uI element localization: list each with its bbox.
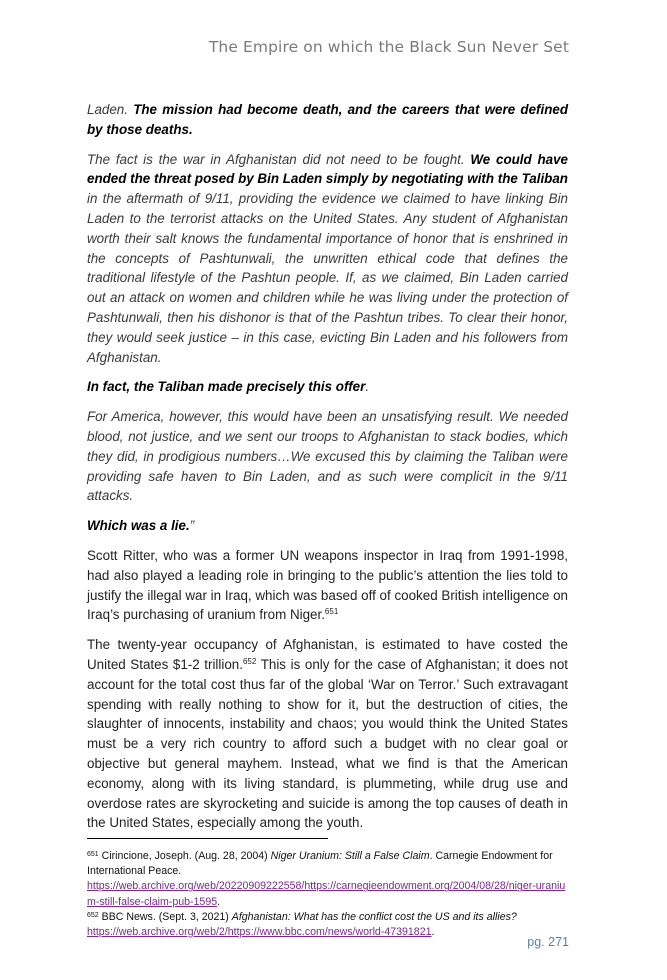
quote-bold-text: We could have ended the threat posed by Bin Laden simply by negotiating with the Taliban xyxy=(87,151,568,187)
quote-italic-text: For America, however, this would have been an unsatisfying result. We needed blood, not justice, and we sent our troops to Afghanistan to stack bodies, which they did, in prodigious numbers…We excused this by claiming the Taliban were providing safe haven to Bin Laden, and as such were complicit in the 9/11 attacks. xyxy=(87,409,568,504)
footnote-ref-652[interactable]: 652 xyxy=(242,656,257,666)
paragraph-3 xyxy=(87,377,568,397)
footnotes xyxy=(87,849,568,940)
quote-bold-text: The mission had become death, and the careers that were defined by those deaths. xyxy=(87,102,569,137)
footnote-title: Niger Uranium: Still a False Claim xyxy=(270,850,430,862)
footnote-text: . xyxy=(431,926,435,939)
body-text xyxy=(87,100,568,833)
footnote-652 xyxy=(87,910,568,940)
paragraph-text: The twenty-year occupancy of Afghanistan, is estimated to have costed the United States $1-2 trillion. xyxy=(87,637,568,672)
quote-italic-text: Laden. xyxy=(87,102,134,117)
footnote-ref-651[interactable]: 651 xyxy=(324,607,339,617)
footnote-text: Cirincione, Joseph. (Aug. 28, 2004) xyxy=(98,850,271,862)
footnote-text: . xyxy=(217,895,221,908)
paragraph-text: This is only for the case of Afghanistan; it does not account for the total cost thus far of the global ‘War on Terror.’ Such extravagant spending with really nothing to show for it, but the destruction of cities, the slaughter of innocents, instability and chaos; you would think the United States must be a very rich country to afford such a budget with no clear goal or objective but general mayhem. Instead, what we find is that the American economy, along with its living standard, is plummeting, while drug use and overdose rates are skyrocketing and suicide is among the top causes of death in the United States, especially among the youth. xyxy=(87,656,569,831)
quote-italic-text: The fact is the war in Afghanistan did not need to be fought. xyxy=(87,151,471,167)
page-number: pg. 271 xyxy=(527,935,569,949)
quote-italic-text: in the aftermath of 9/11, providing the evidence we claimed to have linking Bin Laden to the terrorist attacks on the United States. Any student of Afghanistan worth their salt knows the fundamental importance of honor that is enshrined in the concepts of Pashtunwali, the unwritten ethical code that defines the traditional lifestyle of the Pashtun people. If, as we claimed, Bin Laden carried out an attack on women and children while he was living under the protection of Pashtunwali, then his dishonor is that of the Pashtun tribes. To clear their honor, they would seek justice – in this case, evicting Bin Laden and his followers from Afghanistan. xyxy=(87,191,568,365)
quote-bold-text: In fact, the Taliban made precisely this offer xyxy=(87,379,366,395)
paragraph-2 xyxy=(87,150,568,368)
quote-italic-text: ” xyxy=(189,518,195,534)
paragraph-6 xyxy=(87,546,568,625)
paragraph-7 xyxy=(87,635,568,833)
footnote-text: . Carnegie Endowment for International Peace. xyxy=(87,850,553,878)
paragraph-4 xyxy=(87,407,568,506)
footnote-separator xyxy=(87,838,328,839)
footnote-number: 651 xyxy=(87,851,99,858)
footnote-title: Afghanistan: What has the conflict cost the US and its allies? xyxy=(231,910,517,923)
footnote-text: BBC News. (Sept. 3, 2021) xyxy=(98,910,232,923)
footnote-link[interactable]: https://web.archive.org/web/20220909222558/https://carnegieendowment.org/2004/08/28/niger-uranium-still-false-claim-pub-1595 xyxy=(87,880,566,908)
quote-bold-text: Which was a lie. xyxy=(87,518,190,534)
paragraph-1 xyxy=(87,100,568,140)
footnote-link[interactable]: https://web.archive.org/web/2/https://www.bbc.com/news/world-47391821 xyxy=(87,926,432,939)
running-header: The Empire on which the Black Sun Never Set xyxy=(208,38,569,56)
footnote-number: 652 xyxy=(87,911,99,919)
paragraph-text: Scott Ritter, who was a former UN weapons inspector in Iraq from 1991-1998, had also played a leading role in bringing to the public’s attention the lies told to justify the illegal war in Iraq, which was based off of cooked British intelligence on Iraq’s purchasing of uranium from Niger. xyxy=(87,547,568,623)
quote-italic-text: . xyxy=(365,379,370,395)
footnote-651 xyxy=(87,849,568,910)
paragraph-5 xyxy=(87,516,568,536)
